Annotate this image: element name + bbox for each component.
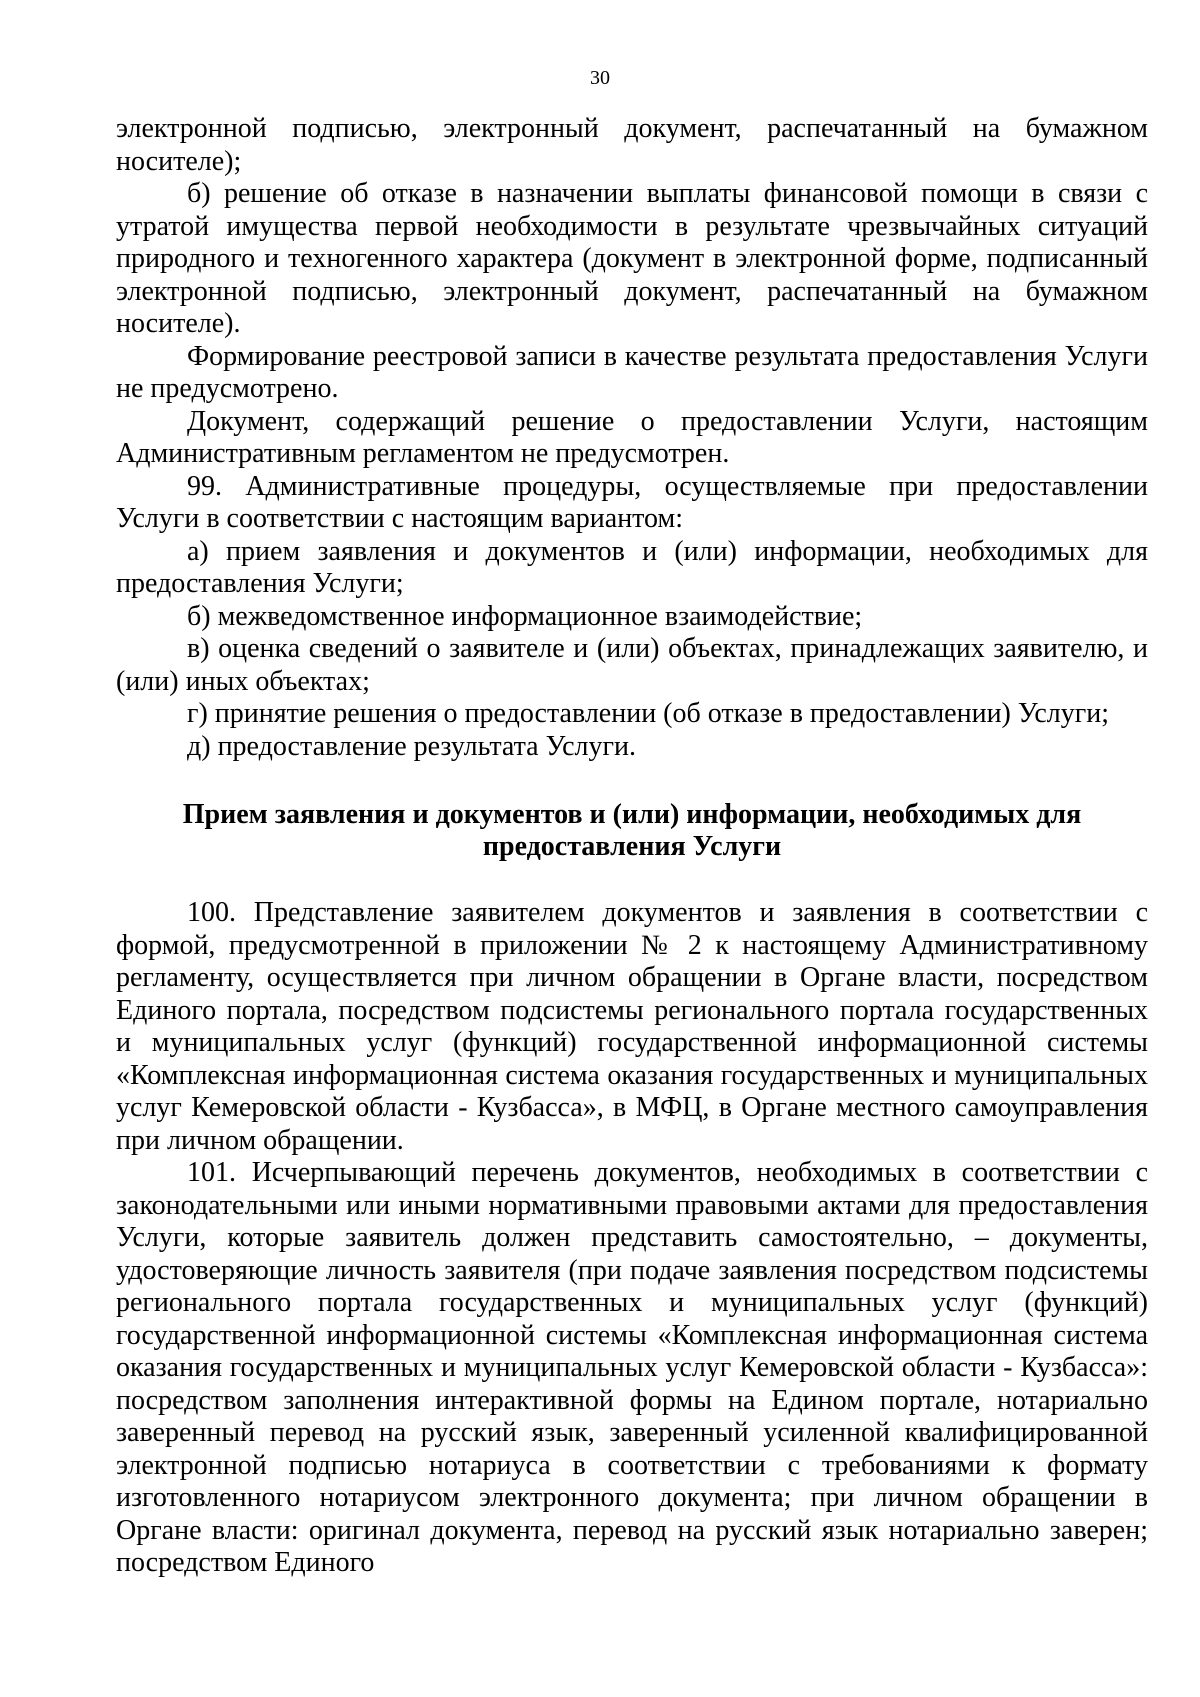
- section-heading-line-2: предоставления Услуги: [482, 831, 782, 862]
- list-item-d: д) предоставление результата Услуги.: [187, 730, 636, 762]
- paragraph-registry-record: Формирование реестровой записи в качестве результата предоставления Услуги не предусмотрено.: [116, 340, 1148, 404]
- paragraph-item-99: 99. Административные процедуры, осуществляемые при предоставлении Услуги в соответствии с настоящим вариантом:: [116, 470, 1148, 534]
- paragraph-continuation: электронной подписью, электронный документ, распечатанный на бумажном носителе);: [116, 113, 1148, 177]
- paragraph-refusal-decision: б) решение об отказе в назначении выплаты финансовой помощи в связи с утратой имущества первой необходимости в результате чрезвычайных ситуаций природного и техногенного характера (документ в электронной форме, подписанный электронной подписью, электронный документ, распечатанный на бумажном носителе).: [116, 178, 1148, 339]
- section-heading-line-1: Прием заявления и документов и (или) информации, необходимых для: [182, 799, 1082, 830]
- list-item-v: в) оценка сведений о заявителе и (или) объектах, принадлежащих заявителю, и (или) иных объектах;: [116, 633, 1148, 697]
- list-item-g: г) принятие решения о предоставлении (об отказе в предоставлении) Услуги;: [187, 698, 1109, 729]
- page-number: 30: [590, 67, 610, 89]
- paragraph-decision-document: Документ, содержащий решение о предоставлении Услуги, настоящим Административным регламентом не предусмотрен.: [116, 405, 1148, 469]
- list-item-a: а) прием заявления и документов и (или) информации, необходимых для предоставления Услуги;: [116, 535, 1148, 599]
- paragraph-item-100: 100. Представление заявителем документов и заявления в соответствии с формой, предусмотренной в приложении № 2 к настоящему Административному регламенту, осуществляется при личном обращении в Органе власти, посредством Единого портала, посредством подсистемы регионального портала государственных и муниципальных услуг (функций) государственной информационной системы «Комплексная информационная система оказания государственных и муниципальных услуг Кемеровской области - Кузбасса», в МФЦ, в Органе местного самоуправления при личном обращении.: [116, 897, 1148, 1156]
- section-heading: [116, 799, 1148, 863]
- paragraph-item-101: 101. Исчерпывающий перечень документов, необходимых в соответствии с законодательными или иными нормативными правовыми актами для предоставления Услуги, которые заявитель должен представить самостоятельно, – документы, удостоверяющие личность заявителя (при подаче заявления посредством подсистемы регионального портала государственных и муниципальных услуг (функций) государственной информационной системы «Комплексная информационная система оказания государственных и муниципальных услуг Кемеровской области - Кузбасса»: посредством заполнения интерактивной формы на Едином портале, нотариально заверенный перевод на русский язык, заверенный усиленной квалифицированной электронной подписью нотариуса в соответствии с требованиями к формату изготовленного нотариусом электронного документа; при личном обращении в Органе власти: оригинал документа, перевод на русский язык нотариально заверен; посредством Единого: [116, 1157, 1148, 1578]
- document-body: [116, 113, 1148, 1580]
- list-item-b: б) межведомственное информационное взаимодействие;: [187, 600, 863, 632]
